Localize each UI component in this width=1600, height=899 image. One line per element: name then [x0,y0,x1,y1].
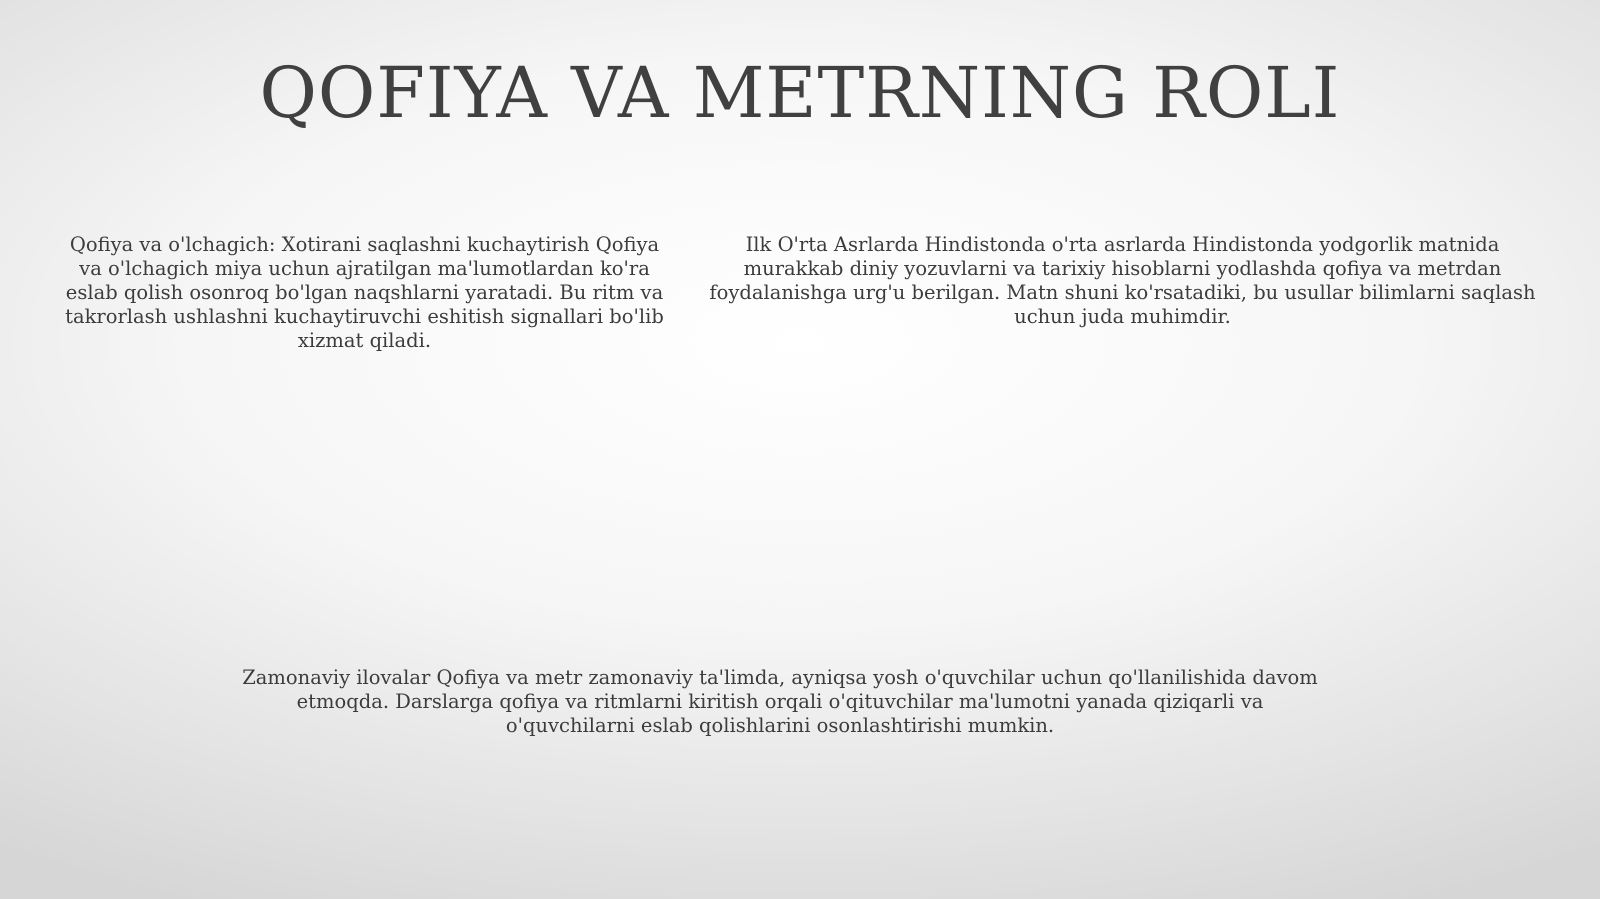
slide-title: QOFIYA VA METRNING ROLI [259,52,1341,134]
text-block-modern: Zamonaviy ilovalar Qofiya va metr zamonaviy ta'limda, ayniqsa yosh o'quvchilar uchun qo'llanilishida davom etmoqda. Darslarga qofiya va ritmlarni kiritish orqali o'qituvchilar ma'lumotni yanada qiziqarli va o'quvchilarni eslab qolishlarini osonlashtirishi mumkin. [242,666,1318,737]
text-block-memory: Qofiya va o'lchagich: Xotirani saqlashni kuchaytirish Qofiya va o'lchagich miya uchun ajratilgan ma'lumotlardan ko'ra eslab qolish osonroq bo'lgan naqshlarni yaratadi. Bu ritm va takrorlash ushlashni kuchaytiruvchi eshitish signallari bo'lib xizmat qiladi. [65,233,664,352]
text-block-india: Ilk O'rta Asrlarda Hindistonda o'rta asrlarda Hindistonda yodgorlik matnida murakkab diniy yozuvlarni va tarixiy hisoblarni yodlashda qofiya va metrdan foydalanishga urg'u berilgan. Matn shuni ko'rsatadiki, bu usullar bilimlarni saqlash uchun juda muhimdir. [709,233,1536,328]
